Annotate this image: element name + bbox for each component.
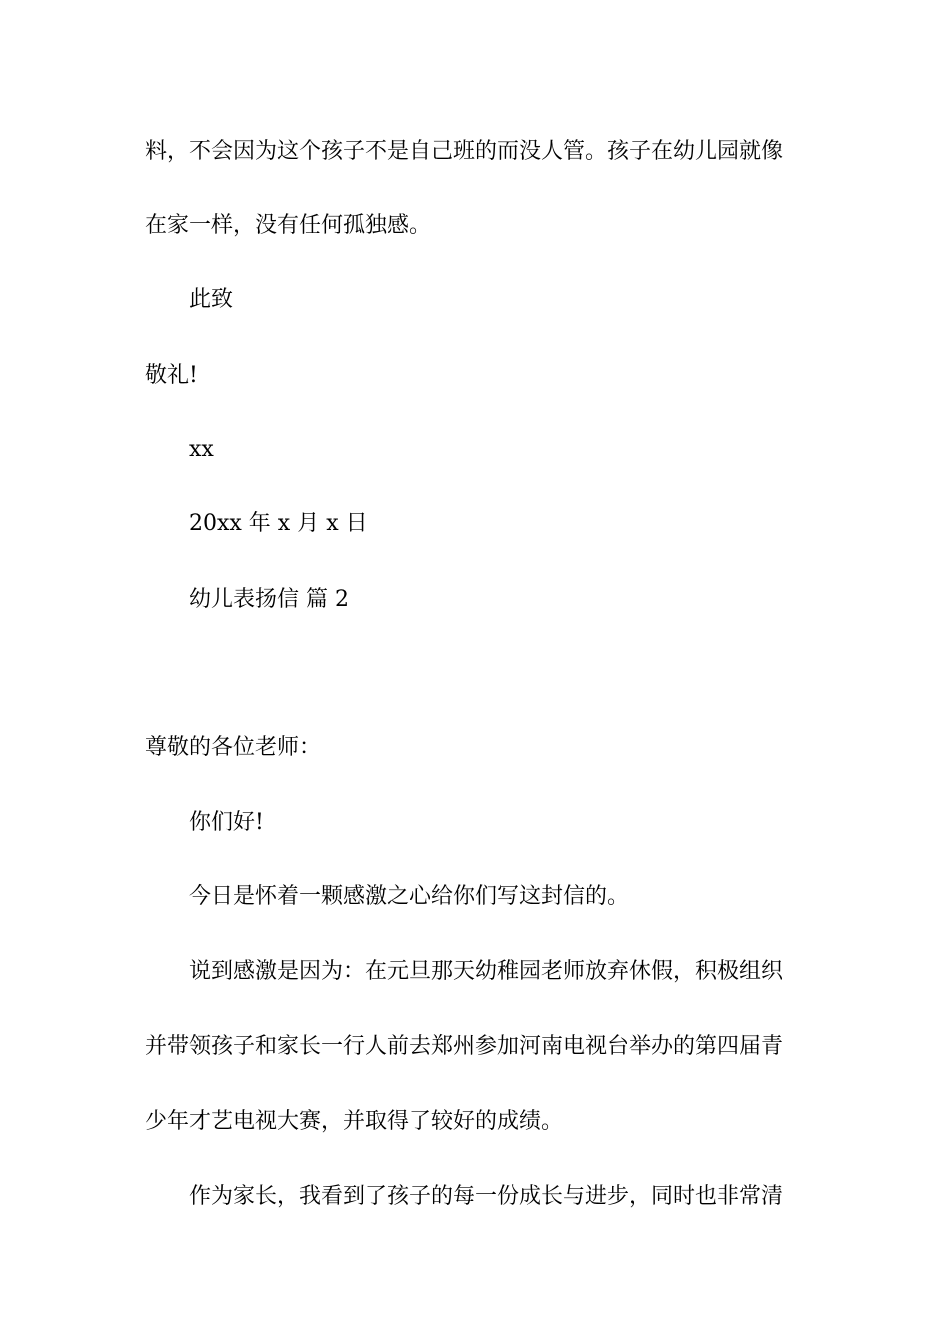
paragraph-line: 作为家长，我看到了孩子的每一份成长与进步，同时也非常清 — [189, 1184, 784, 1209]
paragraph-line: 说到感激是因为：在元旦那天幼稚园老师放弃休假，积极组织 — [189, 959, 784, 984]
paragraph-line: 今日是怀着一颗感激之心给你们写这封信的。 — [189, 884, 630, 909]
signature-date: 20xx 年 x 月 x 日 — [189, 511, 368, 536]
closing-salutation: 此致 — [189, 287, 234, 312]
section-heading: 幼儿表扬信 篇 2 — [189, 587, 349, 612]
signature-name: xx — [189, 437, 214, 462]
paragraph-line: 少年才艺电视大赛，并取得了较好的成绩。 — [145, 1109, 564, 1134]
greeting: 尊敬的各位老师： — [145, 735, 322, 760]
greeting-hello: 你们好! — [189, 810, 264, 835]
paragraph-line: 料，不会因为这个孩子不是自己班的而没人管。孩子在幼儿园就像 — [145, 139, 784, 164]
closing-regards: 敬礼! — [145, 363, 198, 388]
paragraph-line: 并带领孩子和家长一行人前去郑州参加河南电视台举办的第四届青 — [145, 1034, 784, 1059]
paragraph-line: 在家一样，没有任何孤独感。 — [145, 213, 432, 238]
